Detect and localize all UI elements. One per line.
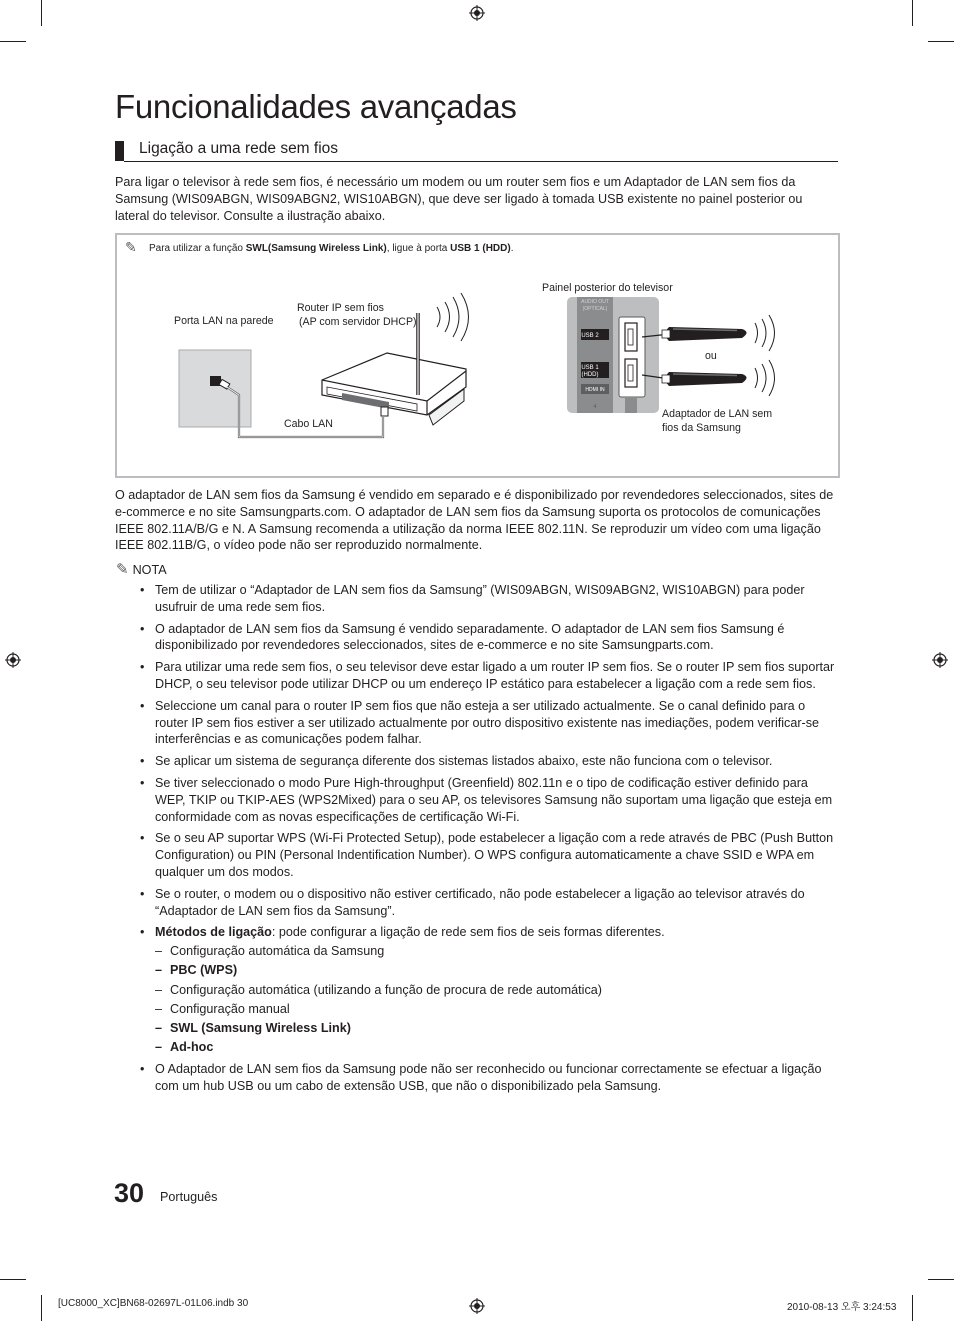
label-wall-port: Porta LAN na parede <box>174 315 274 327</box>
pencil-note-icon: ✎ <box>125 239 137 255</box>
crop-mark <box>41 0 42 26</box>
port-usb2-label: USB 2 <box>581 333 599 339</box>
intro-paragraph: Para ligar o televisor à rede sem fios, é necessário um modem ou um router sem fios e um Adaptador de LAN sem fios da Samsung (WIS09ABGN, WIS09ABGN2, WIS10ABGN), que deve ser ligado à tomada USB existente no painel posterior ou lateral do televisor. Consulte a ilustração abaixo. <box>115 175 803 223</box>
label-lan-cable: Cabo LAN <box>284 418 333 430</box>
list-item: • Tem de utilizar o “Adaptador de LAN sem fios da Samsung” (WIS09ABGN, WIS09ABGN2, WIS10ABGN) para poder usufruir de uma rede sem fios. <box>140 582 840 616</box>
section-title: Ligação a uma rede sem fios <box>139 140 339 157</box>
page-number: 30 <box>114 1178 145 1208</box>
port-hdd-label: (HDD) <box>581 372 599 378</box>
port-optical-label: (OPTICAL) <box>582 306 608 312</box>
method-item: – SWL (Samsung Wireless Link) <box>155 1020 840 1037</box>
list-item: • O Adaptador de LAN sem fios da Samsung pode não ser reconhecido ou funcionar correctamente se efectuar a ligação com um hub USB ou um cabo de extensão USB, que não o disponibilizado pela Samsung. <box>140 1061 840 1095</box>
crop-mark <box>0 1279 26 1280</box>
list-item: • Seleccione um canal para o router IP sem fios que não esteja a ser utilizado actualmente. Se o canal definido para o router IP sem fios estiver a ser utilizado actualmente por outro dispositivo existente nas imediações, podem verificar-se interferências e as comunicações podem falhar. <box>140 698 840 748</box>
crop-mark <box>0 41 26 42</box>
section-divider <box>124 161 838 162</box>
port-hdmi-label: HDMI IN <box>585 387 605 393</box>
port-audio-label: AUDIO OUT <box>581 299 609 305</box>
network-diagram <box>117 235 838 476</box>
list-item: • O adaptador de LAN sem fios da Samsung é vendido separadamente. O adaptador de LAN sem fios Samsung é disponibilizado por revendedores seleccionados, sites de e-commerce e no site Samsungparts.com. <box>140 621 840 655</box>
figure-note: Para utilizar a função SWL(Samsung Wireless Link), ligue à porta USB 1 (HDD). <box>149 243 514 254</box>
method-item: – PBC (WPS) <box>155 962 840 979</box>
notes-list <box>140 582 840 1099</box>
footer-file: [UC8000_XC]BN68-02697L-01L06.indb 30 <box>58 1298 249 1309</box>
crop-mark <box>912 1295 913 1321</box>
footer-date: 2010-08-13 오후 3:24:53 <box>787 1302 897 1313</box>
wall-plate <box>179 350 251 427</box>
adapter-paragraph: O adaptador de LAN sem fios da Samsung é vendido em separado e é disponibilizado por revendedores seleccionados, sites de e-commerce e no site Samsungparts.com. O adaptador de LAN sem fios da Samsung suporta os protocolos de comunicações IEEE 802.11A/B/G e N. A Samsung recomenda a utilização da norma IEEE 802.11N. Se reproduzir um vídeo com uma ligação IEEE 802.11B/G, o vídeo pode não ser reproduzido normalmente. <box>115 488 834 553</box>
port-usb1-label: USB 1 <box>581 365 599 371</box>
registration-mark-icon <box>932 652 948 668</box>
list-item: • Se tiver seleccionado o modo Pure High-throughput (Greenfield) 802.11n e o tipo de codificação estiver definido para WEP, TKIP ou TKIP-AES (WPS2Mixed) para o seu AP, os televisores Samsung não suportam uma ligação que esteja em conformidade com as novas especificações de certificação Wi-Fi. <box>140 775 840 825</box>
crop-mark <box>928 1279 954 1280</box>
page-language: Português <box>160 1190 218 1204</box>
list-item: • Se aplicar um sistema de segurança diferente dos sistemas listados abaixo, este não funciona com o televisor. <box>140 753 840 770</box>
router-icon <box>322 313 466 425</box>
method-item: – Configuração automática (utilizando a função de procura de rede automática) <box>155 982 840 999</box>
crop-mark <box>41 1295 42 1321</box>
method-item: – Configuração manual <box>155 1001 840 1018</box>
nota-heading: ✎ NOTA <box>116 561 167 578</box>
crop-mark <box>912 0 913 26</box>
label-router: Router IP sem fios (AP com servidor DHCP) <box>297 302 417 328</box>
tv-back-panel <box>567 297 659 413</box>
wifi-waves-icon <box>755 315 775 396</box>
list-item: • Se o seu AP suportar WPS (Wi-Fi Protected Setup), pode estabelecer a ligação com a rede através de PBC (Push Button Configuration) ou PIN (Personal Indentification Number). O WPS configura automaticamente a chave SSID e WPA em qualquer um dos modos. <box>140 830 840 880</box>
label-or: ou <box>705 350 717 362</box>
method-item: – Configuração automática da Samsung <box>155 943 840 960</box>
list-item: • Se o router, o modem ou o dispositivo não estiver certificado, não pode estabelecer a ligação ao televisor através do “Adaptador de LAN sem fios da Samsung”. <box>140 886 840 920</box>
method-item: – Ad-hoc <box>155 1039 840 1056</box>
crop-mark <box>928 41 954 42</box>
label-tv-panel: Painel posterior do televisor <box>542 282 673 294</box>
illustration-box <box>115 233 840 478</box>
pencil-note-icon: ✎ <box>116 561 129 578</box>
registration-mark-icon <box>5 652 21 668</box>
registration-mark-icon <box>469 1298 485 1314</box>
section-marker <box>115 141 124 161</box>
methods-list <box>155 943 840 1056</box>
registration-mark-icon <box>469 5 485 21</box>
label-adapter: Adaptador de LAN sem fios da Samsung <box>662 408 773 434</box>
list-item: • Para utilizar uma rede sem fios, o seu televisor deve estar ligado a um router IP sem fios. Se o router IP sem fios suportar DHCP, o seu televisor pode utilizar DHCP ou um endereço IP estático para estabelecer a ligação com a rede sem fios. <box>140 659 840 693</box>
wifi-waves-icon <box>437 293 469 341</box>
port-4-label: 4 <box>593 404 597 410</box>
page-title: Funcionalidades avançadas <box>115 88 517 125</box>
list-item-methods: • Métodos de ligação: pode configurar a ligação de rede sem fios de seis formas diferentes. – Configuração automática da Samsung – PBC (WPS) – Configuração automática (utilizando a função de procura de rede automática) – Configuração manual – SWL (Samsung Wireless Link) – Ad-hoc <box>140 924 840 1056</box>
